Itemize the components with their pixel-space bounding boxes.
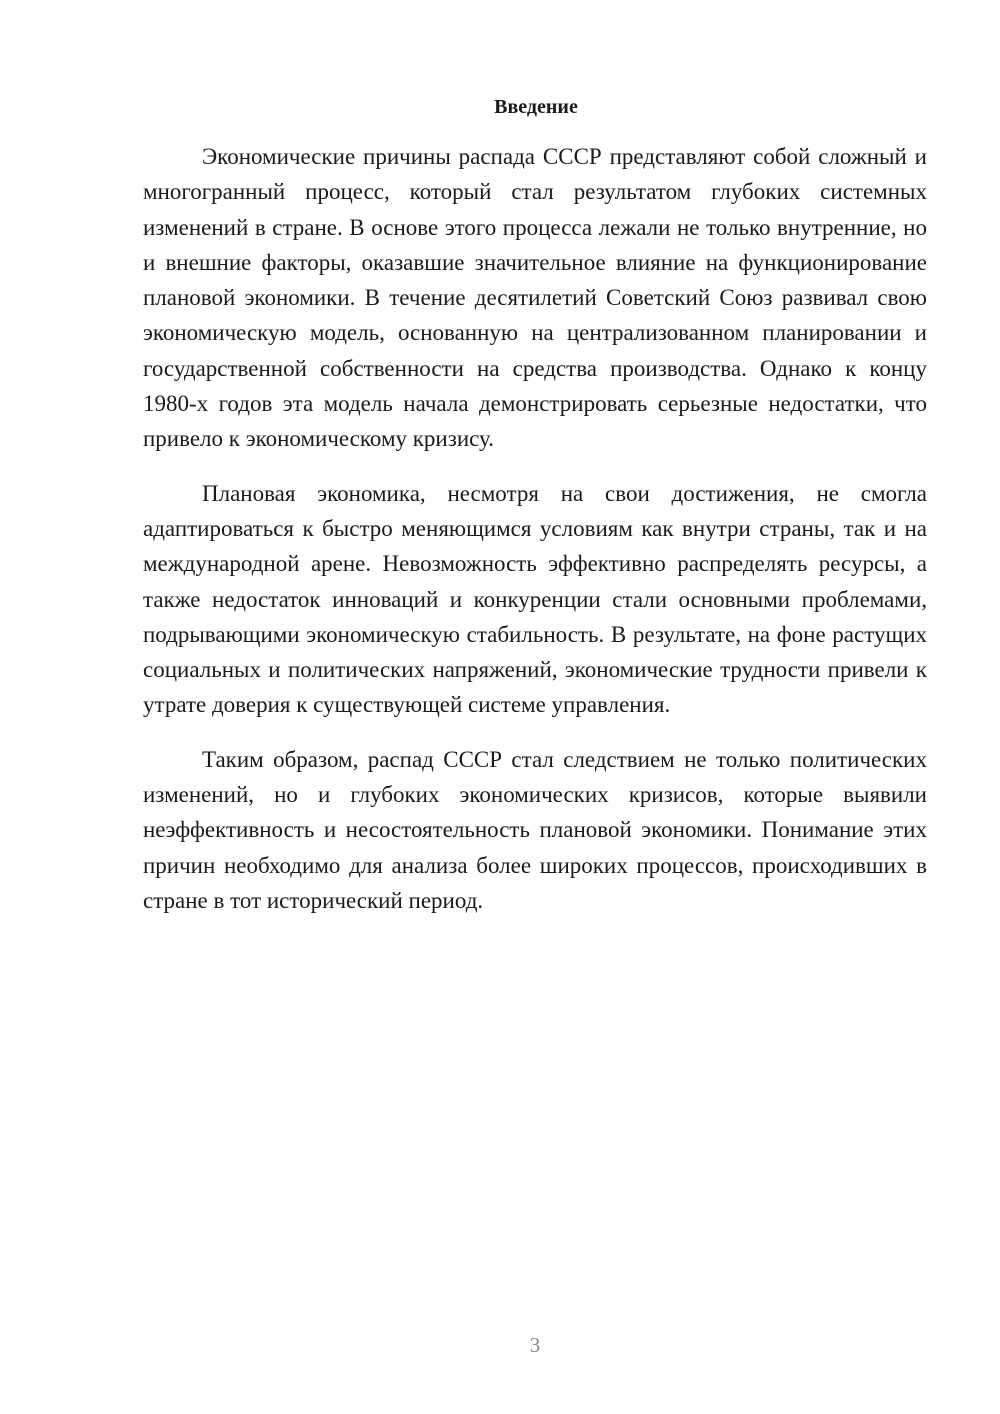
page-number: 3 bbox=[529, 1333, 541, 1357]
section-title: Введение bbox=[494, 96, 578, 118]
paragraph-3: Таким образом, распад СССР стал следствием не только политических изменений, но и глубоких экономических кризисов, которые выявили неэффективность и несостоятельность плановой экономики. Понимание этих причин необходимо для анализа более широких процессов, происходивших в стране в тот исторический период. bbox=[143, 746, 927, 913]
paragraph-1: Экономические причины распада СССР представляют собой сложный и многогранный процесс, который стал результатом глубоких системных изменений в стране. В основе этого процесса лежали не только внутренние, но и внешние факторы, оказавшие значительное влияние на функционирование плановой экономики. В течение десятилетий Советский Союз развивал свою экономическую модель, основанную на централизованном планировании и государственной собственности на средства производства. Однако к концу 1980-х годов эта модель начала демонстрировать серьезные недостатки, что привело к экономическому кризису. bbox=[143, 144, 927, 452]
paragraph-2: Плановая экономика, несмотря на свои достижения, не смогла адаптироваться к быстро меняющимся условиям как внутри страны, так и на международной арене. Невозможность эффективно распределять ресурсы, а также недостаток инноваций и конкуренции стали основными проблемами, подрывающими экономическую стабильность. В результате, на фоне растущих социальных и политических напряжений, экономические трудности привели к утрате доверия к существующей системе управления. bbox=[143, 480, 927, 718]
page-content bbox=[143, 93, 927, 918]
